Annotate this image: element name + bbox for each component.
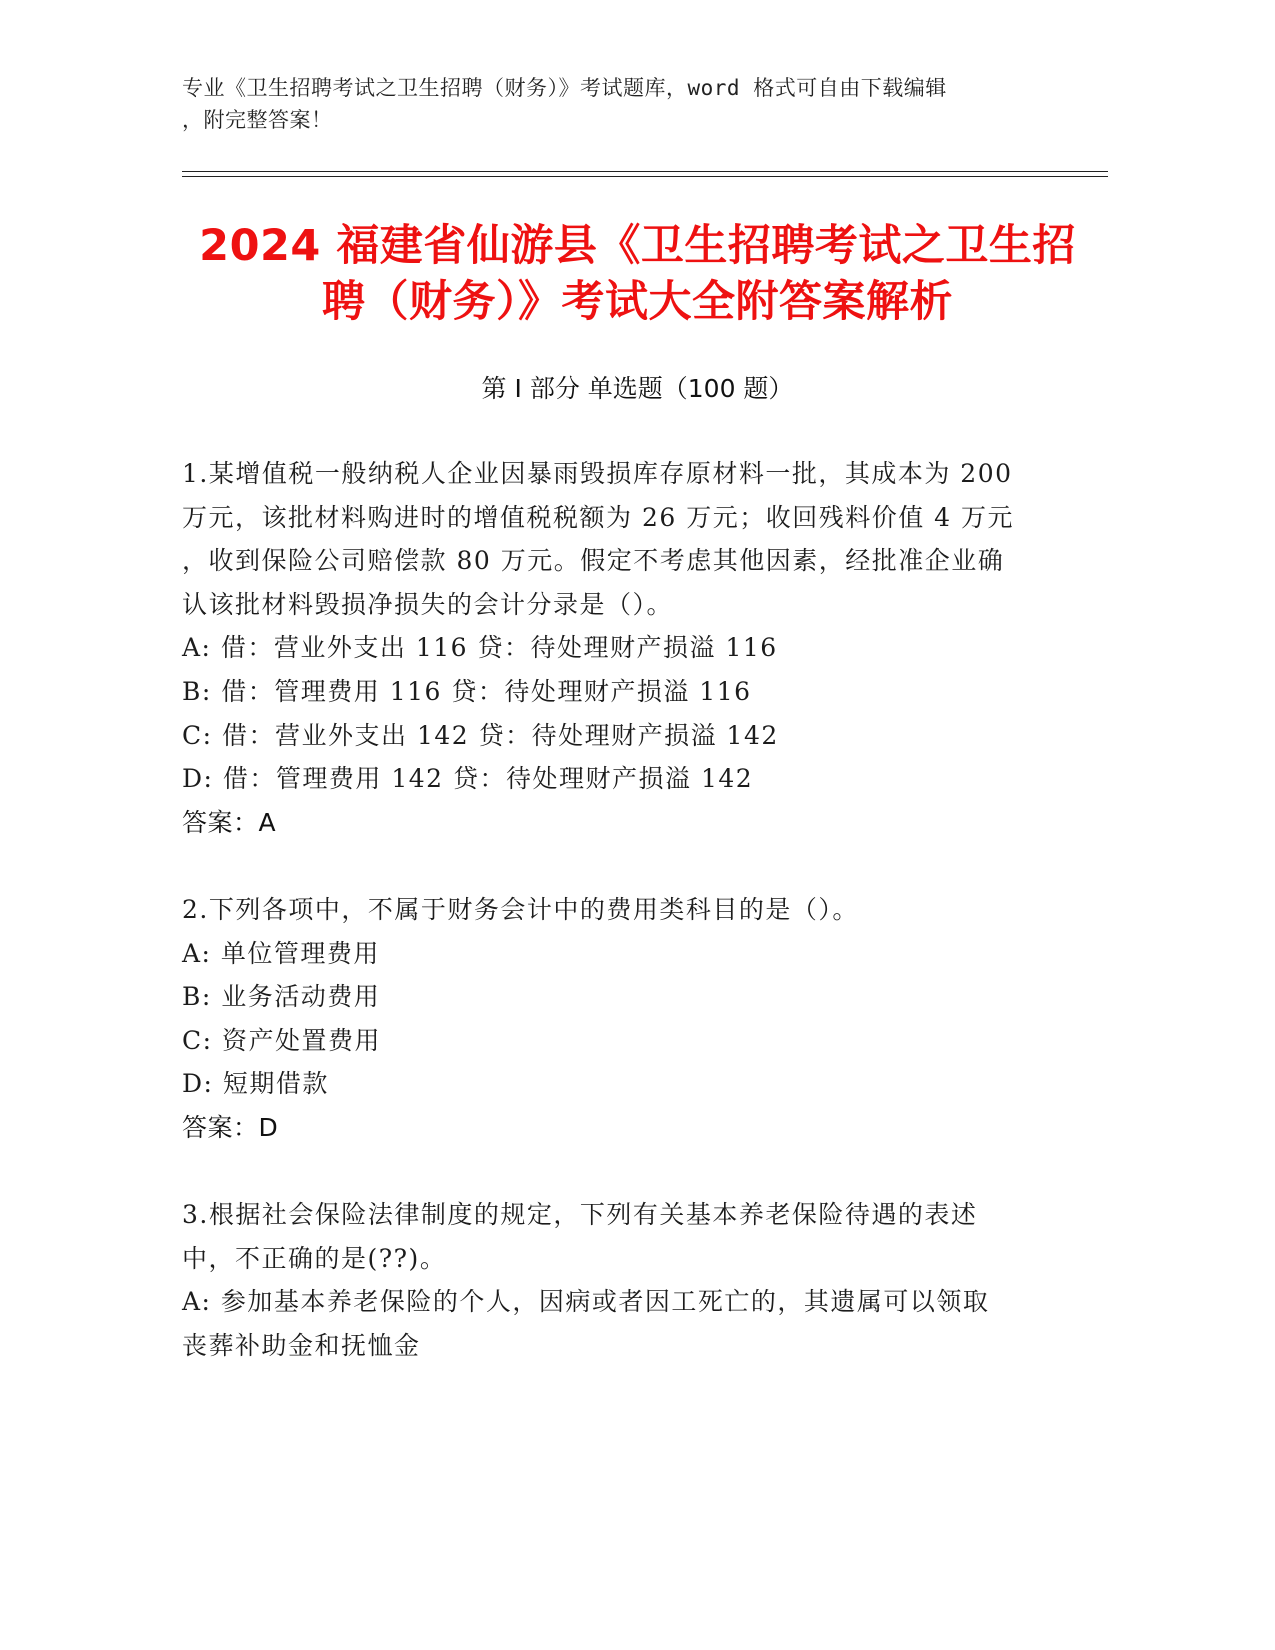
option-c: C: 资产处置费用	[182, 1025, 381, 1055]
question-spacer	[182, 844, 1062, 888]
document-title	[140, 218, 1135, 330]
answer-line: 答案：D	[182, 1112, 279, 1142]
question-stem-line: 1.某增值税一般纳税人企业因暴雨毁损库存原材料一批，其成本为 200	[182, 459, 1013, 488]
document-title-line-1: 2024 福建省仙游县《卫生招聘考试之卫生招	[199, 221, 1076, 271]
question-stem-line: 认该批材料毁损净损失的会计分录是（）。	[182, 589, 674, 619]
question-list	[182, 452, 1062, 1367]
header-divider-bottom	[182, 176, 1108, 177]
option-a-continued: 丧葬补助金和抚恤金	[182, 1330, 421, 1360]
section-heading: 第 I 部分 单选题（100 题）	[481, 374, 794, 403]
answer-line: 答案：A	[182, 807, 277, 837]
question-stem-line: 2.下列各项中，不属于财务会计中的费用类科目的是（）。	[182, 894, 859, 924]
option-d: D: 借：管理费用 142 贷：待处理财产损溢 142	[182, 764, 754, 794]
question-stem-line: 万元，该批材料购进时的增值税税额为 26 万元；收回残料价值 4 万元	[182, 502, 1015, 532]
header-note	[182, 72, 1042, 136]
option-a: A: 参加基本养老保险的个人，因病或者因工死亡的，其遗属可以领取	[182, 1287, 990, 1317]
header-note-line-2: ，附完整答案！	[182, 108, 333, 132]
option-b: B: 借：管理费用 116 贷：待处理财产损溢 116	[182, 676, 752, 706]
header-divider-top	[182, 171, 1108, 172]
option-d: D: 短期借款	[182, 1069, 329, 1099]
option-b: B: 业务活动费用	[182, 982, 381, 1012]
option-a: A: 借：营业外支出 116 贷：待处理财产损溢 116	[182, 633, 778, 663]
question-stem-line: 3.根据社会保险法律制度的规定，下列有关基本养老保险待遇的表述	[182, 1200, 978, 1230]
question-3	[182, 1193, 1062, 1367]
option-c: C: 借：营业外支出 142 贷：待处理财产损溢 142	[182, 720, 779, 750]
question-stem-line: 中，不正确的是(??)。	[182, 1243, 447, 1273]
header-note-line-1: 专业《卫生招聘考试之卫生招聘（财务）》考试题库，word 格式可自由下载编辑	[182, 76, 947, 100]
question-spacer	[182, 1150, 1062, 1194]
document-title-line-2: 聘（财务）》考试大全附答案解析	[322, 277, 953, 327]
question-stem-line: ，收到保险公司赔偿款 80 万元。假定不考虑其他因素，经批准企业确	[182, 546, 1005, 576]
question-1	[182, 452, 1062, 844]
option-a: A: 单位管理费用	[182, 938, 380, 968]
question-2	[182, 888, 1062, 1150]
